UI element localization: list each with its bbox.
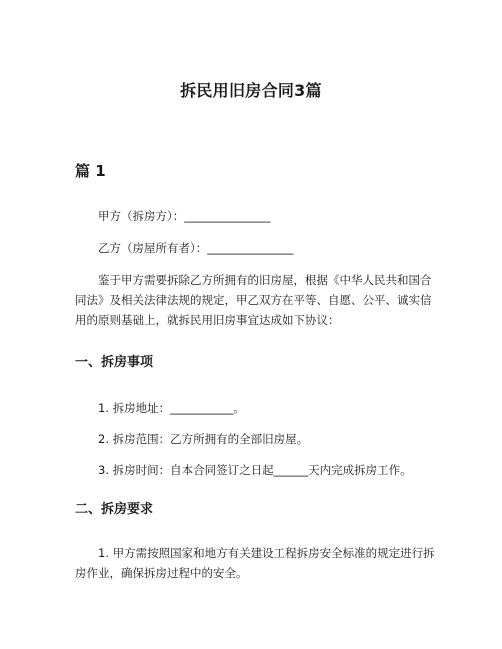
party-a-line: 甲方（拆房方）：_______________ bbox=[98, 209, 271, 223]
section-1-item: 2. 拆房范围：乙方所拥有的全部旧房屋。 bbox=[98, 432, 309, 446]
section-1-item: 3. 拆房时间：自本合同签订之日起______天内完成拆房工作。 bbox=[98, 463, 412, 477]
section-1-heading: 一、拆房事项 bbox=[75, 355, 154, 370]
part-heading: 篇 1 bbox=[75, 162, 106, 180]
preamble-paragraph: 鉴于甲方需要拆除乙方所拥有的旧房屋，根据《中华人民共和国合同法》及相关法律法规的规定，甲乙双方在平等、自愿、公平、诚实信用的原则基础上，就拆民用旧房事宜达成如下协议： bbox=[75, 273, 432, 327]
document-title: 拆民用旧房合同3篇 bbox=[180, 81, 322, 100]
party-b-line: 乙方（房屋所有者）：_______________ bbox=[98, 241, 294, 255]
section-2-heading: 二、拆房要求 bbox=[75, 502, 154, 517]
section-1-item: 1. 拆房地址：___________。 bbox=[98, 401, 245, 415]
section-2-item: 1. 甲方需按照国家和地方有关建设工程拆房安全标准的规定进行拆房作业，确保拆房过程中的安全。 bbox=[75, 546, 435, 580]
